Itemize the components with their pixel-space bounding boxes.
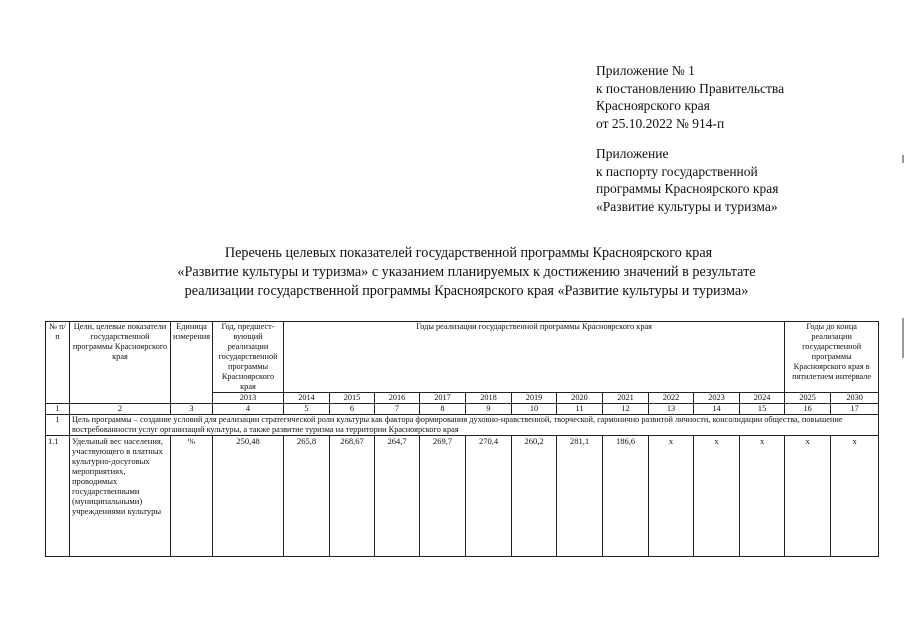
header-year: 2020: [557, 393, 603, 404]
column-number: 14: [694, 404, 740, 415]
row-value: х: [649, 436, 694, 557]
header-year: 2018: [466, 393, 512, 404]
header-year: 2025: [785, 393, 831, 404]
goal-row-num: 1: [46, 415, 70, 436]
header-year: 2022: [649, 393, 694, 404]
title-line: «Развитие культуры и туризма» с указанием планируемых к достижению значений в результате: [177, 264, 756, 280]
row-unit: %: [171, 436, 213, 557]
header-year: 2017: [420, 393, 466, 404]
header-year: 2013: [213, 393, 284, 404]
header-year: 2016: [375, 393, 420, 404]
column-number: 9: [466, 404, 512, 415]
column-number: 2: [70, 404, 171, 415]
header-year: 2015: [330, 393, 375, 404]
appendix-passport: [596, 145, 778, 215]
row-value: х: [785, 436, 831, 557]
row-indicator: Удельный вес населения, участвующего в платных культурно-досуговых мероприятиях, проводимых государственными (муниципальными) учреждениями культуры: [70, 436, 171, 557]
column-number: 5: [284, 404, 330, 415]
row-value: х: [831, 436, 879, 557]
goal-row-text: Цель программы – создание условий для реализации стратегической роли культуры как фактора формирования духовно-нравственной, творческой, гармонично развитой личности, консолидации общества, повышение востребованности услуг организаций культуры, а также развитие туризма на территории Красноярского края: [70, 415, 879, 436]
column-number: 3: [171, 404, 213, 415]
row-value: 265,8: [284, 436, 330, 557]
row-value: 260,2: [512, 436, 557, 557]
header-future-group: Годы до конца реализации государственной программы Красноярского края в пятилетнем интервале: [785, 322, 879, 393]
row-num: 1.1: [46, 436, 70, 557]
appendix-line: Приложение: [596, 146, 669, 161]
header-num: № п/п: [46, 322, 70, 404]
appendix-line: к паспорту государственной: [596, 163, 758, 179]
row-value: 268,67: [330, 436, 375, 557]
column-number: 1: [46, 404, 70, 415]
column-number: 4: [213, 404, 284, 415]
column-number: 13: [649, 404, 694, 415]
title-line: Перечень целевых показателей государственной программы Красноярского края: [224, 245, 713, 261]
header-year: 2030: [831, 393, 879, 404]
header-year: 2021: [603, 393, 649, 404]
row-value: 281,1: [557, 436, 603, 557]
row-value: 250,48: [213, 436, 284, 557]
header-prev-year: Год, предшест- вующий реализации государственной программы Красноярского края: [213, 322, 284, 393]
column-number: 16: [785, 404, 831, 415]
row-value: 269,7: [420, 436, 466, 557]
row-value: 186,6: [603, 436, 649, 557]
header-unit: Единица измерения: [171, 322, 213, 404]
scan-edge-mark: [902, 318, 904, 358]
row-value: 264,7: [375, 436, 420, 557]
column-number: 10: [512, 404, 557, 415]
row-value: х: [694, 436, 740, 557]
header-year: 2024: [740, 393, 785, 404]
appendix-line: Приложение № 1: [596, 63, 695, 78]
document-title: [0, 244, 905, 301]
appendix-line: Красноярского края: [596, 98, 710, 113]
header-year: 2023: [694, 393, 740, 404]
appendix-line: к постановлению Правительства: [596, 80, 785, 96]
row-value: х: [740, 436, 785, 557]
column-number: 8: [420, 404, 466, 415]
header-year: 2014: [284, 393, 330, 404]
header-goals: Цели, целевые показатели государственной программы Красноярского края: [70, 322, 171, 404]
indicators-table: [45, 321, 879, 557]
table-row: [46, 436, 879, 557]
header-years-group: Годы реализации государственной программы Красноярского края: [284, 322, 785, 393]
appendix-main: [596, 62, 784, 132]
header-year: 2019: [512, 393, 557, 404]
scan-edge-mark: [902, 155, 904, 163]
column-number: 12: [603, 404, 649, 415]
column-number: 15: [740, 404, 785, 415]
title-line: реализации государственной программы Красноярского края «Развитие культуры и туризма»: [184, 283, 749, 299]
row-value: 270,4: [466, 436, 512, 557]
appendix-line: от 25.10.2022 № 914-п: [596, 115, 725, 131]
column-number: 17: [831, 404, 879, 415]
appendix-line: «Развитие культуры и туризма»: [596, 198, 778, 214]
column-number: 7: [375, 404, 420, 415]
appendix-line: программы Красноярского края: [596, 181, 779, 196]
column-number: 11: [557, 404, 603, 415]
column-number: 6: [330, 404, 375, 415]
